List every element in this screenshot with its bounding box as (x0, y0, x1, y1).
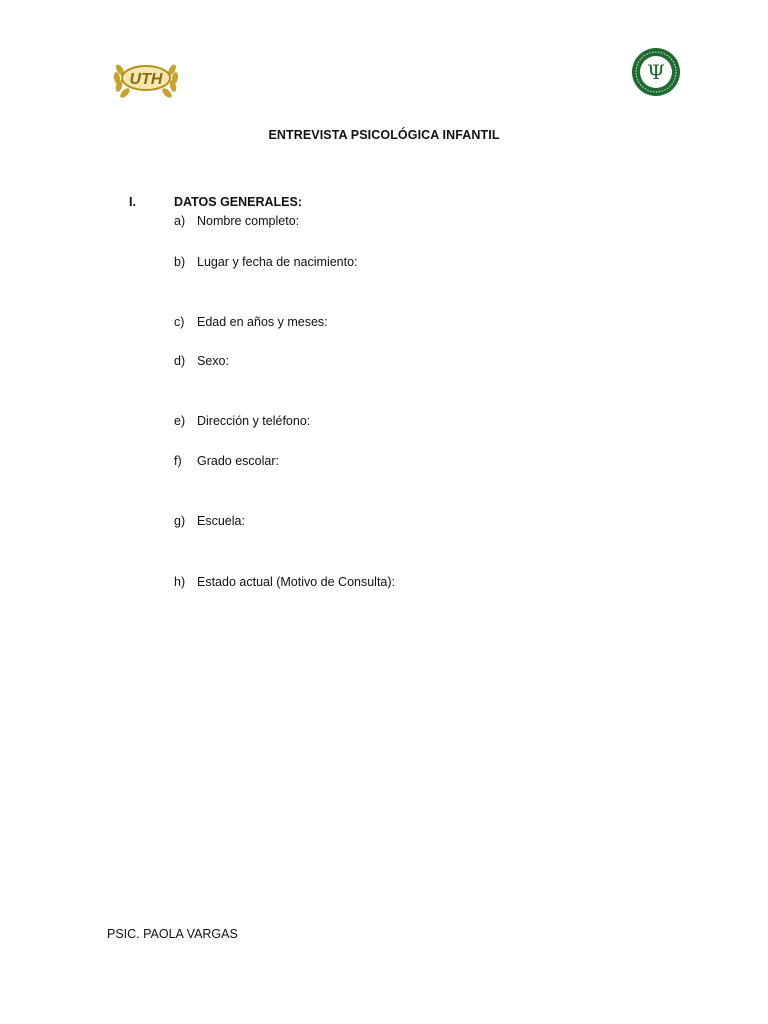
item-letter: a) (174, 214, 186, 228)
section-title: DATOS GENERALES: (174, 195, 303, 209)
item-label: Sexo: (197, 354, 229, 368)
item-label: Grado escolar: (197, 454, 279, 468)
item-label: Estado actual (Motivo de Consulta): (197, 575, 396, 589)
form-item-nombre (174, 214, 299, 228)
psychology-seal-logo (631, 47, 681, 97)
form-item-sexo (174, 354, 229, 368)
uth-logo (108, 50, 184, 106)
item-letter: g) (174, 514, 186, 528)
item-letter: e) (174, 414, 186, 428)
footer-author: PSIC. PAOLA VARGAS (107, 927, 238, 941)
item-label: Dirección y teléfono: (197, 414, 311, 428)
item-letter: h) (174, 575, 186, 589)
item-label: Nombre completo: (197, 214, 300, 228)
form-item-escuela (174, 514, 245, 528)
psychology-seal-icon (631, 47, 681, 97)
form-item-edad (174, 315, 328, 329)
form-item-lugar-fecha (174, 255, 358, 269)
item-label: Escuela: (197, 514, 245, 528)
item-letter: c) (174, 315, 185, 329)
form-item-estado-actual (174, 575, 395, 589)
svg-text:Ψ: Ψ (647, 60, 665, 84)
section-number: I. (129, 195, 136, 209)
uth-laurel-logo-icon (108, 50, 184, 106)
document-title: ENTREVISTA PSICOLÓGICA INFANTIL (268, 128, 500, 142)
form-item-grado (174, 454, 279, 468)
item-letter: b) (174, 255, 186, 269)
item-label: Edad en años y meses: (197, 315, 328, 329)
item-letter: d) (174, 354, 186, 368)
item-letter: f) (174, 454, 182, 468)
item-label: Lugar y fecha de nacimiento: (197, 255, 358, 269)
form-item-direccion (174, 414, 310, 428)
svg-text:UTH: UTH (129, 71, 163, 88)
